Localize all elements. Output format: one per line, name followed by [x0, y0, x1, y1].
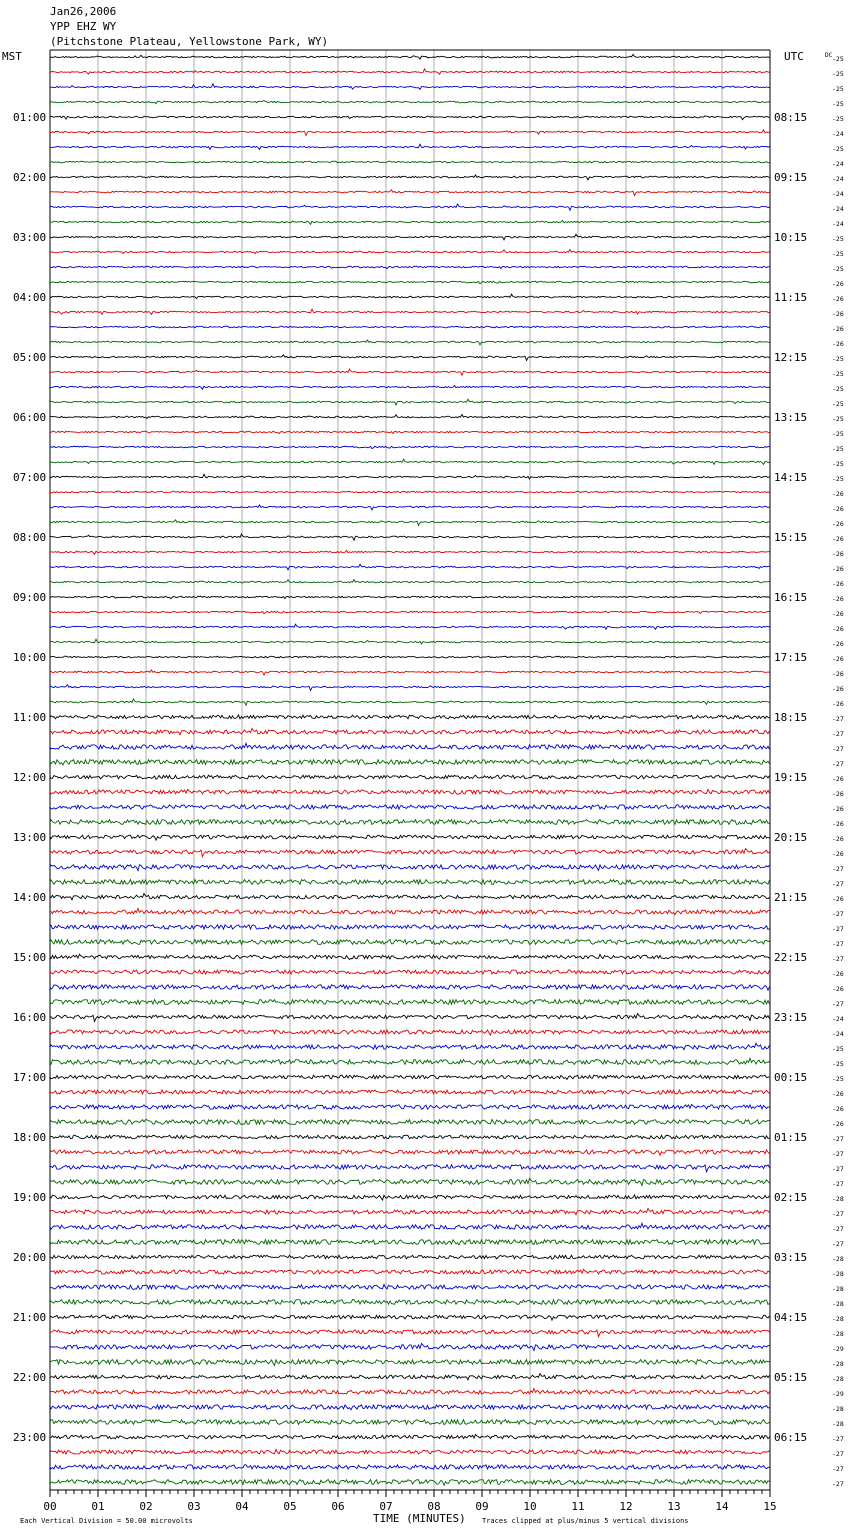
x-tick-label: 00: [43, 1500, 57, 1513]
trace-43: [50, 699, 770, 705]
trace-12: [50, 234, 770, 240]
dc-offset-label: -28: [832, 1330, 844, 1338]
trace-76: [50, 1195, 770, 1200]
dc-offset-label: -26: [832, 805, 844, 813]
dc-offset-label: -29: [832, 1390, 844, 1398]
trace-44: [50, 715, 770, 719]
trace-15: [50, 281, 770, 284]
trace-78: [50, 1223, 770, 1229]
trace-41: [50, 670, 770, 675]
trace-0: [50, 54, 770, 59]
trace-51: [50, 820, 770, 825]
dc-offset-label: -27: [832, 1180, 844, 1188]
dc-offset-label: -27: [832, 1480, 844, 1488]
dc-offset-label: -25: [832, 1060, 844, 1068]
utc-hour-label: 01:15: [774, 1131, 808, 1144]
dc-offset-label: -25: [832, 400, 844, 408]
trace-59: [50, 940, 770, 945]
dc-offset-label: -27: [832, 865, 844, 873]
mst-hour-label: 20:00: [13, 1251, 47, 1264]
dc-offset-label: -25: [832, 415, 844, 423]
trace-89: [50, 1388, 770, 1394]
mst-hour-label: 22:00: [13, 1371, 47, 1384]
utc-hour-label: 11:15: [774, 291, 808, 304]
dc-offset-label: -24: [832, 190, 844, 198]
dc-offset-label: -28: [832, 1405, 844, 1413]
mst-hour-label: 04:00: [13, 291, 47, 304]
trace-1: [50, 69, 770, 74]
trace-80: [50, 1255, 770, 1259]
mst-hour-label: 21:00: [13, 1311, 47, 1324]
x-tick-label: 04: [235, 1500, 249, 1513]
dc-offset-label: -26: [832, 565, 844, 573]
mst-hour-label: 15:00: [13, 951, 47, 964]
dc-offset-label: -26: [832, 1090, 844, 1098]
utc-hour-label: 04:15: [774, 1311, 808, 1324]
dc-offset-label: -26: [832, 295, 844, 303]
dc-offset-label: -26: [832, 700, 844, 708]
dc-offset-label: -26: [832, 280, 844, 288]
trace-83: [50, 1300, 770, 1305]
trace-53: [50, 849, 770, 857]
trace-7: [50, 161, 770, 163]
dc-offset-label: -25: [832, 115, 844, 123]
dc-offset-label: -25: [832, 70, 844, 78]
date-label: Jan26,2006: [50, 5, 117, 18]
dc-offset-label: -25: [832, 475, 844, 483]
dc-offset-label: -25: [832, 355, 844, 363]
trace-31: [50, 520, 770, 526]
mst-hour-label: 18:00: [13, 1131, 47, 1144]
trace-5: [50, 130, 770, 135]
trace-61: [50, 970, 770, 974]
trace-48: [50, 775, 770, 779]
dc-offset-label: -26: [832, 610, 844, 618]
utc-hour-label: 06:15: [774, 1431, 808, 1444]
utc-hour-label: 14:15: [774, 471, 808, 484]
utc-hour-label: 23:15: [774, 1011, 808, 1024]
dc-offset-label: -26: [832, 340, 844, 348]
x-tick-label: 10: [523, 1500, 537, 1513]
trace-17: [50, 309, 770, 314]
dc-offset-label: -25: [832, 1075, 844, 1083]
dc-offset-label: -26: [832, 580, 844, 588]
dc-offset-label: -26: [832, 520, 844, 528]
dc-offset-label: -24: [832, 1015, 844, 1023]
trace-84: [50, 1315, 770, 1320]
trace-34: [50, 564, 770, 570]
utc-hour-label: 05:15: [774, 1371, 808, 1384]
dc-offset-label: -25: [832, 265, 844, 273]
dc-offset-label: -25: [832, 460, 844, 468]
dc-offset-label: -27: [832, 1150, 844, 1158]
utc-hour-label: 00:15: [774, 1071, 808, 1084]
trace-70: [50, 1104, 770, 1109]
trace-4: [50, 116, 770, 120]
dc-offset-label: -27: [832, 715, 844, 723]
trace-40: [50, 656, 770, 658]
dc-offset-label: -24: [832, 1030, 844, 1038]
dc-offset-label: -26: [832, 550, 844, 558]
utc-hour-label: 08:15: [774, 111, 808, 124]
trace-67: [50, 1058, 770, 1064]
trace-66: [50, 1043, 770, 1050]
dc-offset-label: -25: [832, 145, 844, 153]
trace-30: [50, 505, 770, 510]
dc-offset-label: -26: [832, 1105, 844, 1113]
dc-label: DC: [825, 52, 833, 59]
mst-hour-label: 08:00: [13, 531, 47, 544]
trace-16: [50, 294, 770, 298]
dc-offset-label: -27: [832, 1450, 844, 1458]
trace-26: [50, 446, 770, 449]
dc-offset-label: -27: [832, 1135, 844, 1143]
trace-2: [50, 84, 770, 90]
trace-88: [50, 1374, 770, 1380]
utc-hour-label: 18:15: [774, 711, 808, 724]
x-tick-label: 09: [475, 1500, 489, 1513]
mst-hour-label: 13:00: [13, 831, 47, 844]
dc-offset-label: -26: [832, 685, 844, 693]
trace-22: [50, 385, 770, 389]
trace-91: [50, 1420, 770, 1425]
trace-81: [50, 1269, 770, 1274]
trace-27: [50, 459, 770, 464]
footer-scale: Each Vertical Division = 50.00 microvolts: [20, 1517, 193, 1525]
trace-47: [50, 760, 770, 765]
mst-hour-label: 06:00: [13, 411, 47, 424]
dc-offset-label: -27: [832, 1465, 844, 1473]
dc-offset-label: -28: [832, 1375, 844, 1383]
dc-offset-label: -24: [832, 160, 844, 168]
trace-21: [50, 369, 770, 375]
x-axis: [43, 1490, 776, 1513]
trace-14: [50, 266, 770, 268]
dc-offset-label: -26: [832, 895, 844, 903]
mst-hour-label: 19:00: [13, 1191, 47, 1204]
trace-56: [50, 894, 770, 900]
dc-offset-label: -27: [832, 925, 844, 933]
x-tick-label: 05: [283, 1500, 297, 1513]
utc-hour-label: 15:15: [774, 531, 808, 544]
trace-94: [50, 1465, 770, 1469]
dc-offset-label: -27: [832, 1210, 844, 1218]
trace-19: [50, 340, 770, 345]
trace-71: [50, 1119, 770, 1124]
utc-hour-label: 10:15: [774, 231, 808, 244]
trace-18: [50, 326, 770, 328]
mst-hour-label: 05:00: [13, 351, 47, 364]
trace-86: [50, 1343, 770, 1350]
dc-offset-label: -26: [832, 790, 844, 798]
dc-offset-label: -27: [832, 955, 844, 963]
trace-37: [50, 611, 770, 614]
dc-offset-label: -26: [832, 655, 844, 663]
dc-offset-label: -27: [832, 760, 844, 768]
dc-offset-label: -25: [832, 385, 844, 393]
trace-10: [50, 204, 770, 210]
trace-3: [50, 100, 770, 103]
dc-offset-label: -26: [832, 325, 844, 333]
trace-64: [50, 1014, 770, 1022]
x-tick-label: 13: [667, 1500, 681, 1513]
dc-offset-label: -28: [832, 1420, 844, 1428]
utc-hour-label: 21:15: [774, 891, 808, 904]
dc-offset-label: -26: [832, 970, 844, 978]
trace-42: [50, 685, 770, 691]
footer-clip: Traces clipped at plus/minus 5 vertical divisions: [482, 1517, 689, 1525]
utc-hour-label: 17:15: [774, 651, 808, 664]
trace-35: [50, 580, 770, 583]
dc-offset-label: -27: [832, 910, 844, 918]
trace-29: [50, 491, 770, 493]
dc-offset-label: -29: [832, 1345, 844, 1353]
dc-offset-label: -28: [832, 1270, 844, 1278]
utc-hour-label: 12:15: [774, 351, 808, 364]
mst-hour-label: 14:00: [13, 891, 47, 904]
x-tick-label: 11: [571, 1500, 585, 1513]
trace-57: [50, 908, 770, 914]
mst-hour-label: 01:00: [13, 111, 47, 124]
dc-offset-label: -28: [832, 1315, 844, 1323]
trace-20: [50, 355, 770, 361]
trace-68: [50, 1075, 770, 1079]
dc-offset-label: -27: [832, 1435, 844, 1443]
mst-hour-label: 07:00: [13, 471, 47, 484]
trace-82: [50, 1284, 770, 1289]
trace-45: [50, 728, 770, 734]
trace-32: [50, 534, 770, 540]
trace-38: [50, 624, 770, 629]
dc-offset-label: -27: [832, 1165, 844, 1173]
utc-label: UTC: [784, 50, 804, 63]
dc-offset-label: -26: [832, 670, 844, 678]
dc-offset-label: -26: [832, 535, 844, 543]
trace-39: [50, 639, 770, 644]
trace-52: [50, 835, 770, 840]
trace-75: [50, 1178, 770, 1185]
mst-hour-label: 09:00: [13, 591, 47, 604]
dc-offset-label: -27: [832, 880, 844, 888]
dc-offset-label: -26: [832, 625, 844, 633]
utc-hour-label: 09:15: [774, 171, 808, 184]
dc-offset-label: -25: [832, 55, 844, 63]
trace-28: [50, 474, 770, 479]
dc-offset-label: -27: [832, 730, 844, 738]
dc-offset-label: -25: [832, 100, 844, 108]
dc-offset-label: -26: [832, 835, 844, 843]
dc-offset-label: -26: [832, 985, 844, 993]
x-tick-label: 03: [187, 1500, 201, 1513]
trace-93: [50, 1449, 770, 1454]
dc-offset-label: -26: [832, 595, 844, 603]
trace-69: [50, 1090, 770, 1094]
mst-label: MST: [2, 50, 22, 63]
x-tick-label: 14: [715, 1500, 729, 1513]
mst-hour-label: 12:00: [13, 771, 47, 784]
dc-offset-label: -24: [832, 130, 844, 138]
dc-offset-label: -28: [832, 1255, 844, 1263]
trace-65: [50, 1030, 770, 1035]
mst-hour-label: 02:00: [13, 171, 47, 184]
dc-offset-label: -27: [832, 1225, 844, 1233]
trace-74: [50, 1165, 770, 1172]
mst-hour-label: 17:00: [13, 1071, 47, 1084]
trace-60: [50, 954, 770, 959]
dc-offset-label: -26: [832, 1120, 844, 1128]
x-axis-title: TIME (MINUTES): [373, 1512, 466, 1525]
mst-hour-label: 16:00: [13, 1011, 47, 1024]
dc-offset-label: -26: [832, 310, 844, 318]
x-tick-label: 15: [763, 1500, 777, 1513]
dc-offset-label: -28: [832, 1285, 844, 1293]
dc-offset-label: -24: [832, 205, 844, 213]
trace-33: [50, 550, 770, 554]
trace-62: [50, 985, 770, 990]
dc-offset-label: -24: [832, 220, 844, 228]
trace-73: [50, 1150, 770, 1155]
dc-offset-label: -28: [832, 1300, 844, 1308]
trace-24: [50, 415, 770, 419]
trace-63: [50, 1000, 770, 1005]
minute-gridlines: [50, 50, 770, 1490]
trace-25: [50, 431, 770, 433]
trace-46: [50, 743, 770, 749]
dc-offset-label: -25: [832, 370, 844, 378]
trace-72: [50, 1135, 770, 1139]
trace-36: [50, 596, 770, 598]
x-tick-label: 06: [331, 1500, 345, 1513]
trace-49: [50, 789, 770, 794]
trace-23: [50, 399, 770, 405]
trace-11: [50, 220, 770, 224]
trace-92: [50, 1434, 770, 1439]
trace-58: [50, 925, 770, 930]
dc-offset-label: -26: [832, 820, 844, 828]
trace-50: [50, 805, 770, 809]
utc-hour-label: 19:15: [774, 771, 808, 784]
trace-87: [50, 1360, 770, 1366]
dc-offset-label: -25: [832, 445, 844, 453]
dc-offset-label: -25: [832, 235, 844, 243]
trace-13: [50, 250, 770, 254]
x-tick-label: 08: [427, 1500, 441, 1513]
dc-offset-label: -25: [832, 1045, 844, 1053]
mst-hour-label: 10:00: [13, 651, 47, 664]
dc-offset-label: -28: [832, 1195, 844, 1203]
x-tick-label: 12: [619, 1500, 633, 1513]
trace-95: [50, 1480, 770, 1486]
trace-55: [50, 880, 770, 885]
utc-hour-label: 16:15: [774, 591, 808, 604]
dc-offset-label: -27: [832, 940, 844, 948]
trace-85: [50, 1330, 770, 1337]
mst-hour-label: 11:00: [13, 711, 47, 724]
trace-77: [50, 1208, 770, 1214]
trace-6: [50, 144, 770, 149]
dc-offset-label: -26: [832, 490, 844, 498]
mst-hour-label: 23:00: [13, 1431, 47, 1444]
dc-offset-label: -25: [832, 430, 844, 438]
utc-hour-label: 20:15: [774, 831, 808, 844]
dc-offset-label: -24: [832, 175, 844, 183]
dc-offset-label: -27: [832, 1000, 844, 1008]
dc-offset-label: -27: [832, 1240, 844, 1248]
utc-hour-label: 22:15: [774, 951, 808, 964]
utc-hour-label: 02:15: [774, 1191, 808, 1204]
trace-90: [50, 1405, 770, 1410]
dc-offset-label: -28: [832, 1360, 844, 1368]
station-label: YPP EHZ WY: [50, 20, 117, 33]
x-tick-label: 02: [139, 1500, 153, 1513]
location-label: (Pitchstone Plateau, Yellowstone Park, WY): [50, 35, 329, 48]
trace-54: [50, 865, 770, 871]
trace-79: [50, 1240, 770, 1245]
x-tick-label: 01: [91, 1500, 105, 1513]
utc-hour-label: 03:15: [774, 1251, 808, 1264]
dc-offset-label: -26: [832, 505, 844, 513]
traces-group: [50, 54, 770, 1485]
dc-offset-label: -26: [832, 640, 844, 648]
x-tick-label: 07: [379, 1500, 393, 1513]
trace-9: [50, 190, 770, 196]
utc-hour-label: 13:15: [774, 411, 808, 424]
mst-hour-label: 03:00: [13, 231, 47, 244]
dc-offset-label: -26: [832, 850, 844, 858]
trace-8: [50, 175, 770, 180]
dc-offset-label: -25: [832, 85, 844, 93]
dc-offset-label: -26: [832, 775, 844, 783]
dc-offset-label: -27: [832, 745, 844, 753]
dc-offset-label: -25: [832, 250, 844, 258]
